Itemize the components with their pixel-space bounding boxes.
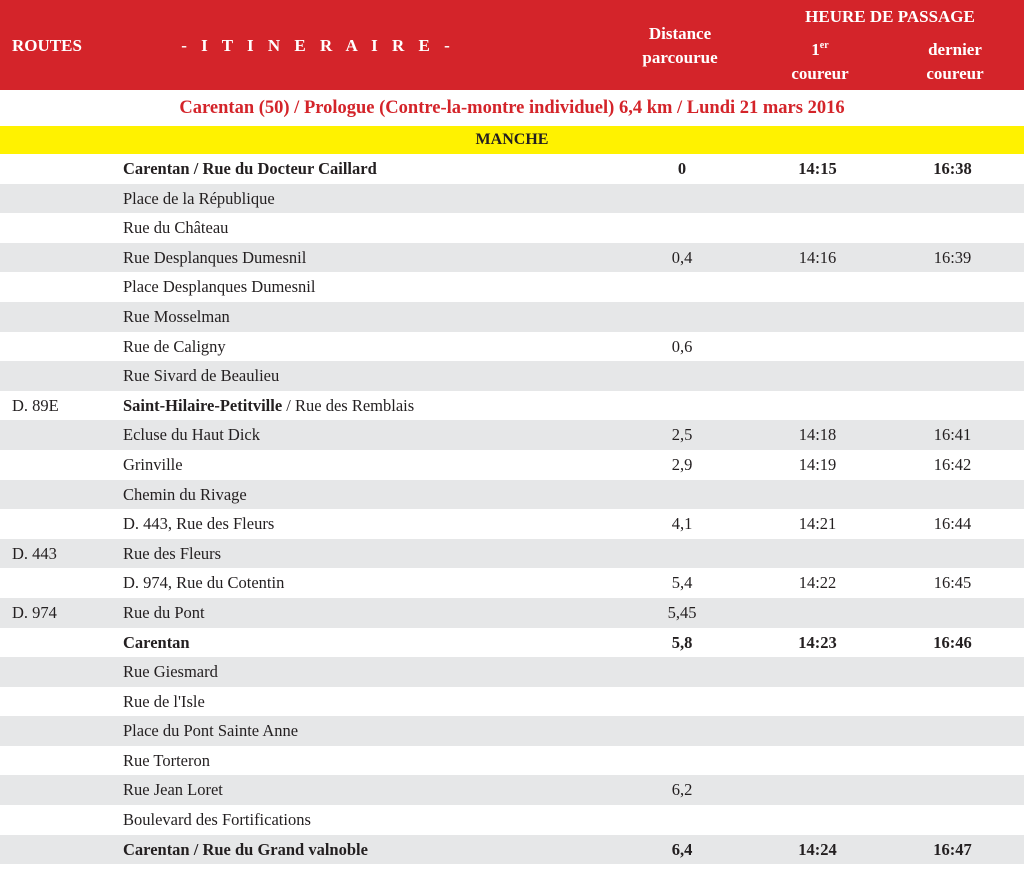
table-row [0, 716, 1024, 746]
place-cell [123, 539, 221, 569]
last-rider-time-cell: 16:46 [933, 632, 972, 652]
place-name: Rue des Fleurs [123, 543, 222, 563]
place-suffix: / Rue des Remblais [282, 395, 415, 415]
first-rider-time-cell: 14:21 [798, 514, 837, 534]
distance-cell: 6,2 [671, 780, 693, 800]
place-name: Rue Jean Loret [123, 780, 223, 800]
distance-cell: 4,1 [671, 514, 693, 534]
first-rider-column-header [770, 38, 870, 86]
last-rider-time-cell: 16:44 [933, 514, 972, 534]
first-rider-number: 1 [811, 40, 820, 59]
department-banner: MANCHE [0, 126, 1024, 154]
place-name: Rue Torteron [123, 750, 210, 770]
place-cell [123, 361, 279, 391]
table-row [0, 805, 1024, 835]
place-name: Place Desplanques Dumesnil [123, 277, 316, 297]
first-rider-time-cell: 14:15 [798, 159, 837, 178]
place-cell [123, 450, 183, 480]
table-row [0, 746, 1024, 776]
place-cell [123, 391, 414, 421]
last-rider-line2: coureur [926, 64, 984, 83]
place-name: Rue Mosselman [123, 306, 230, 326]
table-row [0, 154, 1024, 184]
place-name: Rue de l'Isle [123, 691, 205, 711]
place-name: Rue Desplanques Dumesnil [123, 247, 307, 267]
place-name: Rue Sivard de Beaulieu [123, 366, 280, 386]
distance-cell: 0,6 [671, 336, 693, 356]
place-cell [123, 509, 274, 539]
place-cell [123, 598, 205, 628]
table-row [0, 509, 1024, 539]
place-name: Saint-Hilaire-Petitville [123, 395, 283, 415]
itinerary-rows [0, 154, 1024, 864]
itinerary-column-header: - I T I N E R A I R E - [181, 36, 455, 55]
place-name: Carentan [123, 632, 190, 652]
place-name: Rue du Pont [123, 602, 205, 622]
place-name: D. 974, Rue du Cotentin [123, 573, 285, 593]
place-cell [123, 272, 315, 302]
place-name: Ecluse du Haut Dick [123, 425, 261, 445]
distance-cell: 0 [677, 159, 687, 178]
place-cell [123, 243, 306, 273]
distance-cell: 2,5 [671, 425, 693, 445]
first-rider-time-cell: 14:22 [798, 573, 837, 593]
table-row [0, 243, 1024, 273]
table-row [0, 302, 1024, 332]
last-rider-time-cell: 16:38 [933, 159, 972, 178]
place-name: Grinville [123, 454, 183, 474]
place-name: Rue Giesmard [123, 662, 218, 682]
place-cell [123, 480, 247, 510]
place-name: Boulevard des Fortifications [123, 810, 311, 830]
route-cell: D. 89E [12, 395, 59, 415]
table-row [0, 835, 1024, 865]
last-rider-time-cell: 16:42 [933, 454, 972, 474]
first-rider-time-cell: 14:24 [798, 839, 837, 859]
table-row [0, 775, 1024, 805]
table-row [0, 332, 1024, 362]
distance-header-line1: Distance [648, 24, 712, 43]
table-row [0, 420, 1024, 450]
place-name: Chemin du Rivage [123, 484, 247, 504]
place-cell [123, 775, 223, 805]
first-rider-superscript: er [819, 40, 829, 51]
place-cell [123, 835, 368, 865]
place-name: Rue du Château [123, 218, 229, 238]
route-cell: D. 974 [12, 602, 57, 622]
last-rider-line1: dernier [928, 40, 982, 59]
routes-column-header: ROUTES [12, 36, 82, 55]
table-row [0, 184, 1024, 214]
distance-cell: 5,8 [671, 632, 693, 652]
table-row [0, 361, 1024, 391]
route-cell: D. 443 [12, 543, 57, 563]
table-row [0, 598, 1024, 628]
first-rider-label: coureur [791, 64, 849, 83]
distance-column-header [630, 22, 730, 70]
last-rider-time-cell: 16:39 [933, 247, 972, 267]
table-header [0, 0, 1024, 90]
table-row [0, 628, 1024, 658]
stage-title: Carentan (50) / Prologue (Contre-la-montre individuel) 6,4 km / Lundi 21 mars 2016 [179, 98, 845, 118]
place-cell [123, 716, 298, 746]
place-cell [123, 805, 311, 835]
place-cell [123, 687, 205, 717]
place-cell [123, 746, 210, 776]
place-cell [123, 302, 230, 332]
place-cell [123, 213, 228, 243]
place-cell [123, 657, 218, 687]
table-row [0, 657, 1024, 687]
distance-cell: 6,4 [671, 839, 693, 859]
place-cell [123, 332, 226, 362]
first-rider-time-cell: 14:16 [798, 247, 837, 267]
place-name: Carentan / Rue du Docteur Caillard [123, 159, 377, 178]
distance-cell: 2,9 [671, 454, 693, 474]
last-rider-column-header [905, 38, 1005, 86]
place-name: Place de la République [123, 188, 275, 208]
place-cell [123, 154, 377, 184]
passage-time-header: HEURE DE PASSAGE [805, 7, 975, 26]
place-cell [123, 568, 284, 598]
distance-cell: 5,4 [671, 573, 693, 593]
place-name: Rue de Caligny [123, 336, 226, 356]
last-rider-time-cell: 16:45 [933, 573, 972, 593]
place-name: D. 443, Rue des Fleurs [123, 514, 275, 534]
distance-header-line2: parcourue [642, 48, 718, 67]
place-cell [123, 628, 190, 658]
place-name: Carentan / Rue du Grand valnoble [123, 839, 368, 859]
first-rider-time-cell: 14:18 [798, 425, 837, 445]
table-row [0, 391, 1024, 421]
first-rider-time-cell: 14:23 [798, 632, 837, 652]
place-cell [123, 184, 275, 214]
place-name: Place du Pont Sainte Anne [123, 721, 299, 741]
table-row [0, 450, 1024, 480]
table-row [0, 480, 1024, 510]
place-cell [123, 420, 260, 450]
table-row [0, 213, 1024, 243]
table-row [0, 539, 1024, 569]
distance-cell: 5,45 [667, 602, 697, 622]
last-rider-time-cell: 16:41 [933, 425, 972, 445]
table-row [0, 687, 1024, 717]
table-row [0, 272, 1024, 302]
distance-cell: 0,4 [671, 247, 693, 267]
last-rider-time-cell: 16:47 [933, 839, 972, 859]
table-row [0, 568, 1024, 598]
first-rider-time-cell: 14:19 [798, 454, 837, 474]
